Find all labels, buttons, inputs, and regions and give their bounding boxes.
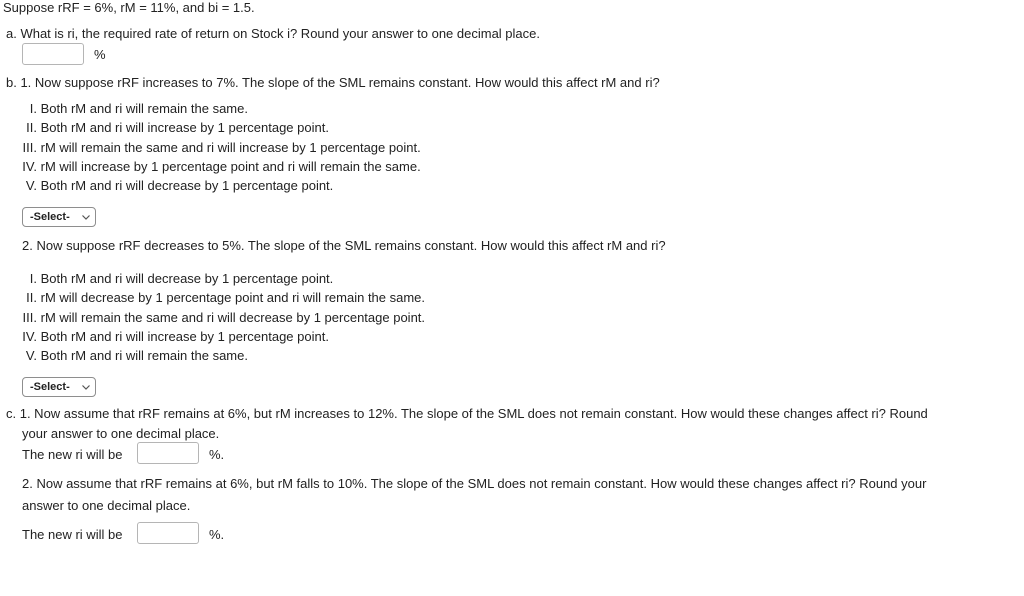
- option-item: [0, 159, 421, 175]
- part-a-question: a. What is ri, the required rate of return on Stock i? Round your answer to one decimal place.: [6, 26, 540, 41]
- option-number: II.: [26, 290, 37, 305]
- chevron-down-icon: [81, 382, 91, 392]
- option-number: I.: [29, 271, 37, 286]
- part-c1-question-cont: your answer to one decimal place.: [22, 426, 220, 441]
- option-text: Both rM and ri will decrease by 1 percentage point.: [40, 271, 334, 286]
- part-c1-answer-input[interactable]: [137, 442, 199, 464]
- option-text: Both rM and ri will decrease by 1 percentage point.: [40, 178, 334, 193]
- option-text: Both rM and ri will increase by 1 percentage point.: [40, 120, 329, 135]
- option-text: Both rM and ri will remain the same.: [40, 348, 248, 363]
- chevron-down-icon: [81, 212, 91, 222]
- part-c2-question-cont: answer to one decimal place.: [22, 498, 191, 513]
- part-b2-select[interactable]: [22, 377, 96, 397]
- option-number: V.: [25, 178, 37, 193]
- option-item: [0, 348, 248, 364]
- option-number: I.: [29, 101, 37, 116]
- option-number: II.: [26, 120, 37, 135]
- option-item: [0, 178, 333, 194]
- option-text: rM will increase by 1 percentage point and ri will remain the same.: [40, 159, 421, 174]
- option-item: [0, 290, 425, 306]
- select-value: -Select-: [30, 381, 70, 393]
- part-a-answer-input[interactable]: [22, 43, 84, 65]
- part-c1-label: The new ri will be: [22, 447, 123, 462]
- part-c2-question: 2. Now assume that rRF remains at 6%, but rM falls to 10%. The slope of the SML does not remain constant. How would these changes affect ri? Round your: [22, 476, 927, 491]
- option-item: [0, 329, 329, 345]
- part-c2-label: The new ri will be: [22, 527, 123, 542]
- part-b1-question: b. 1. Now suppose rRF increases to 7%. The slope of the SML remains constant. How would this affect rM and ri?: [6, 75, 660, 90]
- part-b2-question: 2. Now suppose rRF decreases to 5%. The slope of the SML remains constant. How would this affect rM and ri?: [22, 238, 666, 253]
- option-text: rM will remain the same and ri will decrease by 1 percentage point.: [40, 310, 426, 325]
- option-item: [0, 120, 329, 136]
- part-c2-answer-input[interactable]: [137, 522, 199, 544]
- option-item: [0, 310, 425, 326]
- option-text: Both rM and ri will remain the same.: [40, 101, 248, 116]
- option-text: rM will remain the same and ri will increase by 1 percentage point.: [40, 140, 421, 155]
- option-item: [0, 101, 248, 117]
- option-number: III.: [22, 310, 37, 325]
- option-number: IV.: [22, 329, 37, 344]
- option-item: [0, 140, 421, 156]
- part-b1-select[interactable]: [22, 207, 96, 227]
- option-number: V.: [25, 348, 37, 363]
- option-number: III.: [22, 140, 37, 155]
- option-number: IV.: [22, 159, 37, 174]
- option-text: rM will decrease by 1 percentage point and ri will remain the same.: [40, 290, 426, 305]
- part-a-unit: %: [94, 47, 106, 62]
- problem-intro: Suppose rRF = 6%, rM = 11%, and bi = 1.5.: [3, 0, 255, 15]
- part-c1-question: c. 1. Now assume that rRF remains at 6%, but rM increases to 12%. The slope of the SML does not remain constant. How would these changes affect ri? Round: [6, 406, 928, 421]
- part-c2-unit: %.: [209, 527, 225, 542]
- option-text: Both rM and ri will increase by 1 percentage point.: [40, 329, 329, 344]
- select-value: -Select-: [30, 211, 70, 223]
- option-item: [0, 271, 333, 287]
- part-c1-unit: %.: [209, 447, 225, 462]
